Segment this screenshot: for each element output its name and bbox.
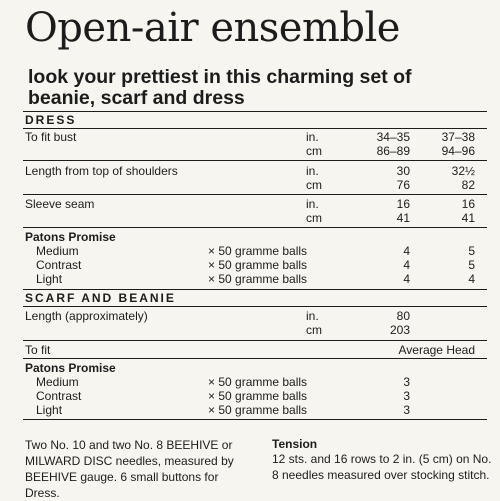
rule-dress-top — [23, 111, 487, 112]
sleeve-unit-cm: cm — [306, 211, 322, 225]
scarf-yarn-contrast-count: 3 — [403, 389, 410, 403]
scarf-length-cm: 203 — [389, 323, 410, 337]
sleeve-cm-size-1: 41 — [396, 211, 410, 225]
dress-yarn-contrast-label: Contrast — [36, 258, 82, 272]
section-heading-scarf-beanie: SCARF AND BEANIE — [25, 291, 176, 305]
bust-cm-size-2: 94–96 — [441, 144, 475, 158]
length-in-size-2: 32½ — [451, 164, 475, 178]
scarf-yarn-light-count: 3 — [403, 403, 410, 417]
scarf-yarn-light-label: Light — [36, 403, 63, 417]
dress-yarn-light-qty: × 50 gramme balls — [208, 272, 308, 286]
dress-yarn-medium-qty: × 50 gramme balls — [208, 244, 308, 258]
dress-yarn-medium-label: Medium — [36, 244, 79, 258]
subtitle — [28, 67, 488, 109]
rule-table-bottom — [23, 419, 487, 420]
scarf-length-label: Length (approximately) — [25, 309, 148, 323]
scarf-length-in: 80 — [396, 309, 410, 323]
sleeve-in-size-2: 16 — [461, 197, 475, 211]
length-in-size-1: 30 — [396, 164, 410, 178]
subtitle-line-2: beanie, scarf and dress — [28, 87, 245, 109]
section-heading-dress: DRESS — [25, 113, 77, 127]
rule-after-bust — [23, 160, 487, 161]
bust-label: To fit bust — [25, 130, 77, 144]
dress-yarn-contrast-qty: × 50 gramme balls — [208, 258, 308, 272]
rule-after-fit — [23, 358, 487, 359]
scarf-yarn-contrast-label: Contrast — [36, 389, 82, 403]
rule-after-sleeve — [23, 227, 487, 228]
bust-unit-in: in. — [306, 130, 319, 144]
dress-yarn-heading: Patons Promise — [25, 230, 116, 244]
rule-after-scarf-length — [23, 340, 487, 341]
sleeve-label: Sleeve seam — [25, 197, 95, 211]
page-title: Open-air ensemble — [25, 5, 400, 51]
length-unit-in: in. — [306, 164, 319, 178]
dress-yarn-light-label: Light — [36, 272, 63, 286]
needles-text: Two No. 10 and two No. 8 BEEHIVE or MILWARD DISC needles, measured by BEEHIVE gauge. 6 small buttons for Dress. — [25, 438, 234, 500]
length-unit-cm: cm — [306, 178, 322, 192]
fit-label: To fit — [25, 343, 51, 357]
tension-text: 12 sts. and 16 rows to 2 in. (5 cm) on No. 8 needles measured over stocking stitch. — [272, 452, 492, 482]
scarf-yarn-contrast-qty: × 50 gramme balls — [208, 389, 308, 403]
subtitle-line-1: look your prettiest in this charming set of — [28, 66, 412, 88]
dress-yarn-contrast-size-1: 4 — [403, 258, 410, 272]
rule-scarf-top — [23, 289, 487, 290]
dress-yarn-light-size-1: 4 — [403, 272, 410, 286]
fit-value: Average Head — [398, 343, 475, 357]
scarf-length-unit-cm: cm — [306, 323, 322, 337]
sleeve-unit-in: in. — [306, 197, 319, 211]
dress-yarn-medium-size-1: 4 — [403, 244, 410, 258]
scarf-yarn-heading: Patons Promise — [25, 361, 116, 375]
scarf-yarn-light-qty: × 50 gramme balls — [208, 403, 308, 417]
length-cm-size-1: 76 — [396, 178, 410, 192]
length-label: Length from top of shoulders — [25, 164, 178, 178]
scarf-yarn-medium-label: Medium — [36, 375, 79, 389]
sleeve-cm-size-2: 41 — [461, 211, 475, 225]
dress-yarn-contrast-size-2: 5 — [468, 258, 475, 272]
scarf-yarn-medium-count: 3 — [403, 375, 410, 389]
bust-unit-cm: cm — [306, 144, 322, 158]
dress-yarn-light-size-2: 4 — [468, 272, 475, 286]
dress-yarn-medium-size-2: 5 — [468, 244, 475, 258]
sleeve-in-size-1: 16 — [396, 197, 410, 211]
bust-in-size-1: 34–35 — [376, 130, 410, 144]
length-cm-size-2: 82 — [461, 178, 475, 192]
scarf-yarn-medium-qty: × 50 gramme balls — [208, 375, 308, 389]
scarf-length-unit-in: in. — [306, 309, 319, 323]
rule-dress-heading — [23, 128, 487, 129]
rule-after-length — [23, 194, 487, 195]
tension-heading: Tension — [272, 437, 318, 451]
rule-scarf-heading — [23, 306, 487, 307]
bust-cm-size-1: 86–89 — [376, 144, 410, 158]
bust-in-size-2: 37–38 — [441, 130, 475, 144]
